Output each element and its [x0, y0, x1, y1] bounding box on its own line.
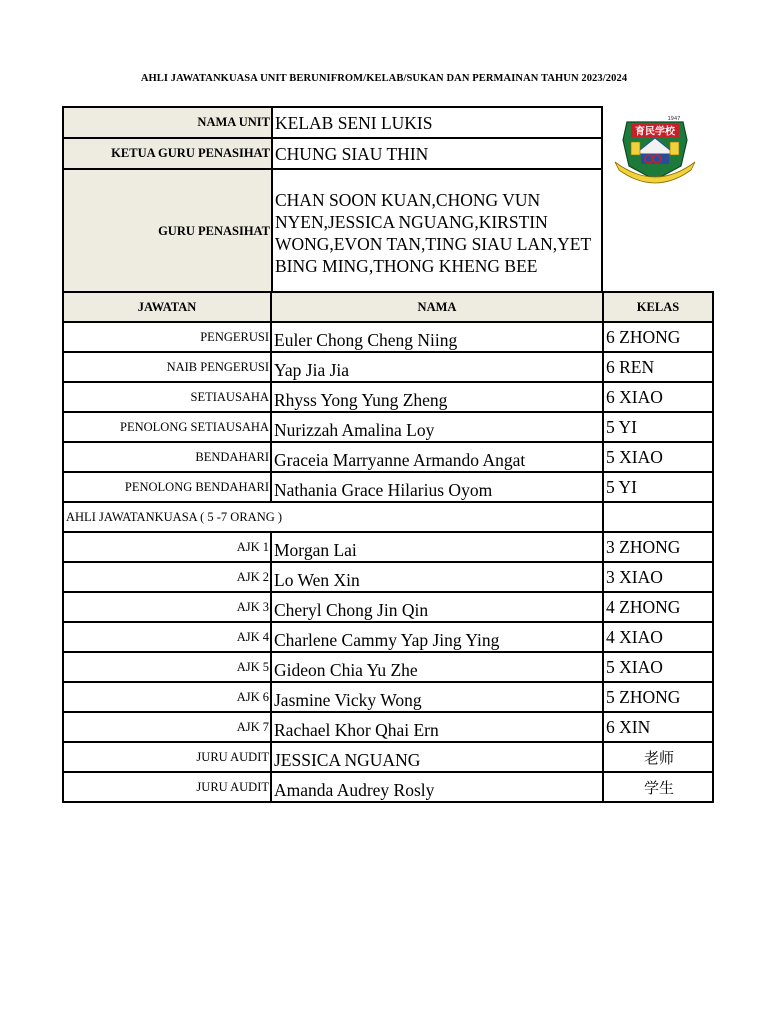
kelas-cell: 3 ZHONG — [603, 532, 713, 562]
guru-penasihat-value: CHAN SOON KUAN,CHONG VUN NYEN,JESSICA NGUANG,KIRSTIN WONG,EVON TAN,TING SIAU LAN,YET BING MING,THONG KHENG BEE — [272, 169, 602, 294]
nama-cell: Morgan Lai — [271, 532, 603, 562]
jawatan-cell: SETIAUSAHA — [63, 382, 271, 412]
table-header-row — [63, 292, 713, 322]
col-header-kelas: KELAS — [603, 292, 713, 322]
nama-cell: Graceia Marryanne Armando Angat — [271, 442, 603, 472]
kelas-cell: 6 REN — [603, 352, 713, 382]
table-row — [63, 592, 713, 622]
table-row — [63, 742, 713, 772]
nama-cell: Charlene Cammy Yap Jing Ying — [271, 622, 603, 652]
nama-cell: Amanda Audrey Rosly — [271, 772, 603, 802]
jawatan-cell: PENGERUSI — [63, 322, 271, 352]
nama-cell: Lo Wen Xin — [271, 562, 603, 592]
table-row — [63, 652, 713, 682]
nama-cell: Gideon Chia Yu Zhe — [271, 652, 603, 682]
kelas-cell: 老师 — [603, 742, 713, 772]
jawatan-cell: AJK 2 — [63, 562, 271, 592]
crest-year: 1947 — [667, 116, 681, 122]
table-row — [63, 562, 713, 592]
nama-unit-value: KELAB SENI LUKIS — [272, 107, 602, 138]
nama-cell: Yap Jia Jia — [271, 352, 603, 382]
kelas-cell: 学生 — [603, 772, 713, 802]
committee-table — [62, 291, 714, 803]
nama-cell: JESSICA NGUANG — [271, 742, 603, 772]
table-row — [63, 322, 713, 352]
jawatan-cell: AJK 5 — [63, 652, 271, 682]
kelas-cell: 3 XIAO — [603, 562, 713, 592]
nama-cell: Cheryl Chong Jin Qin — [271, 592, 603, 622]
kelas-cell: 6 ZHONG — [603, 322, 713, 352]
table-row — [63, 382, 713, 412]
crest-school-name: 育民学校 — [635, 126, 675, 138]
jawatan-cell: AJK 4 — [63, 622, 271, 652]
kelas-cell: 5 ZHONG — [603, 682, 713, 712]
kelas-cell: 5 YI — [603, 412, 713, 442]
document-title: AHLI JAWATANKUASA UNIT BERUNIFROM/KELAB/SUKAN DAN PERMAINAN TAHUN 2023/2024 — [140, 73, 628, 84]
ajk-section-label: AHLI JAWATANKUASA ( 5 -7 ORANG ) — [63, 502, 603, 532]
kelas-cell: 5 YI — [603, 472, 713, 502]
kelas-cell: 5 XIAO — [603, 652, 713, 682]
jawatan-cell: JURU AUDIT — [63, 772, 271, 802]
nama-cell: Nathania Grace Hilarius Oyom — [271, 472, 603, 502]
kelas-cell: 6 XIN — [603, 712, 713, 742]
table-row — [63, 412, 713, 442]
kelas-cell: 4 XIAO — [603, 622, 713, 652]
jawatan-cell: NAIB PENGERUSI — [63, 352, 271, 382]
empty-cell — [603, 502, 713, 532]
table-row — [63, 712, 713, 742]
ketua-guru-penasihat-label: KETUA GURU PENASIHAT — [63, 138, 272, 169]
table-row — [63, 532, 713, 562]
jawatan-cell: PENOLONG SETIAUSAHA — [63, 412, 271, 442]
nama-cell: Euler Chong Cheng Niing — [271, 322, 603, 352]
school-crest-icon — [609, 110, 701, 192]
jawatan-cell: JURU AUDIT — [63, 742, 271, 772]
ketua-guru-penasihat-value: CHUNG SIAU THIN — [272, 138, 602, 169]
ajk-section-row — [63, 502, 713, 532]
kelas-cell: 5 XIAO — [603, 442, 713, 472]
guru-penasihat-label: GURU PENASIHAT — [63, 169, 272, 294]
col-header-jawatan: JAWATAN — [63, 292, 271, 322]
kelas-cell: 6 XIAO — [603, 382, 713, 412]
nama-cell: Rachael Khor Qhai Ern — [271, 712, 603, 742]
table-row — [63, 772, 713, 802]
table-row — [63, 472, 713, 502]
table-row — [63, 622, 713, 652]
nama-unit-label: NAMA UNIT — [63, 107, 272, 138]
table-row — [63, 682, 713, 712]
table-row — [63, 352, 713, 382]
nama-cell: Nurizzah Amalina Loy — [271, 412, 603, 442]
unit-info-table — [62, 106, 603, 295]
jawatan-cell: BENDAHARI — [63, 442, 271, 472]
jawatan-cell: AJK 6 — [63, 682, 271, 712]
jawatan-cell: AJK 7 — [63, 712, 271, 742]
nama-cell: Rhyss Yong Yung Zheng — [271, 382, 603, 412]
table-row — [63, 442, 713, 472]
jawatan-cell: AJK 1 — [63, 532, 271, 562]
jawatan-cell: PENOLONG BENDAHARI — [63, 472, 271, 502]
kelas-cell: 4 ZHONG — [603, 592, 713, 622]
col-header-nama: NAMA — [271, 292, 603, 322]
jawatan-cell: AJK 3 — [63, 592, 271, 622]
nama-cell: Jasmine Vicky Wong — [271, 682, 603, 712]
